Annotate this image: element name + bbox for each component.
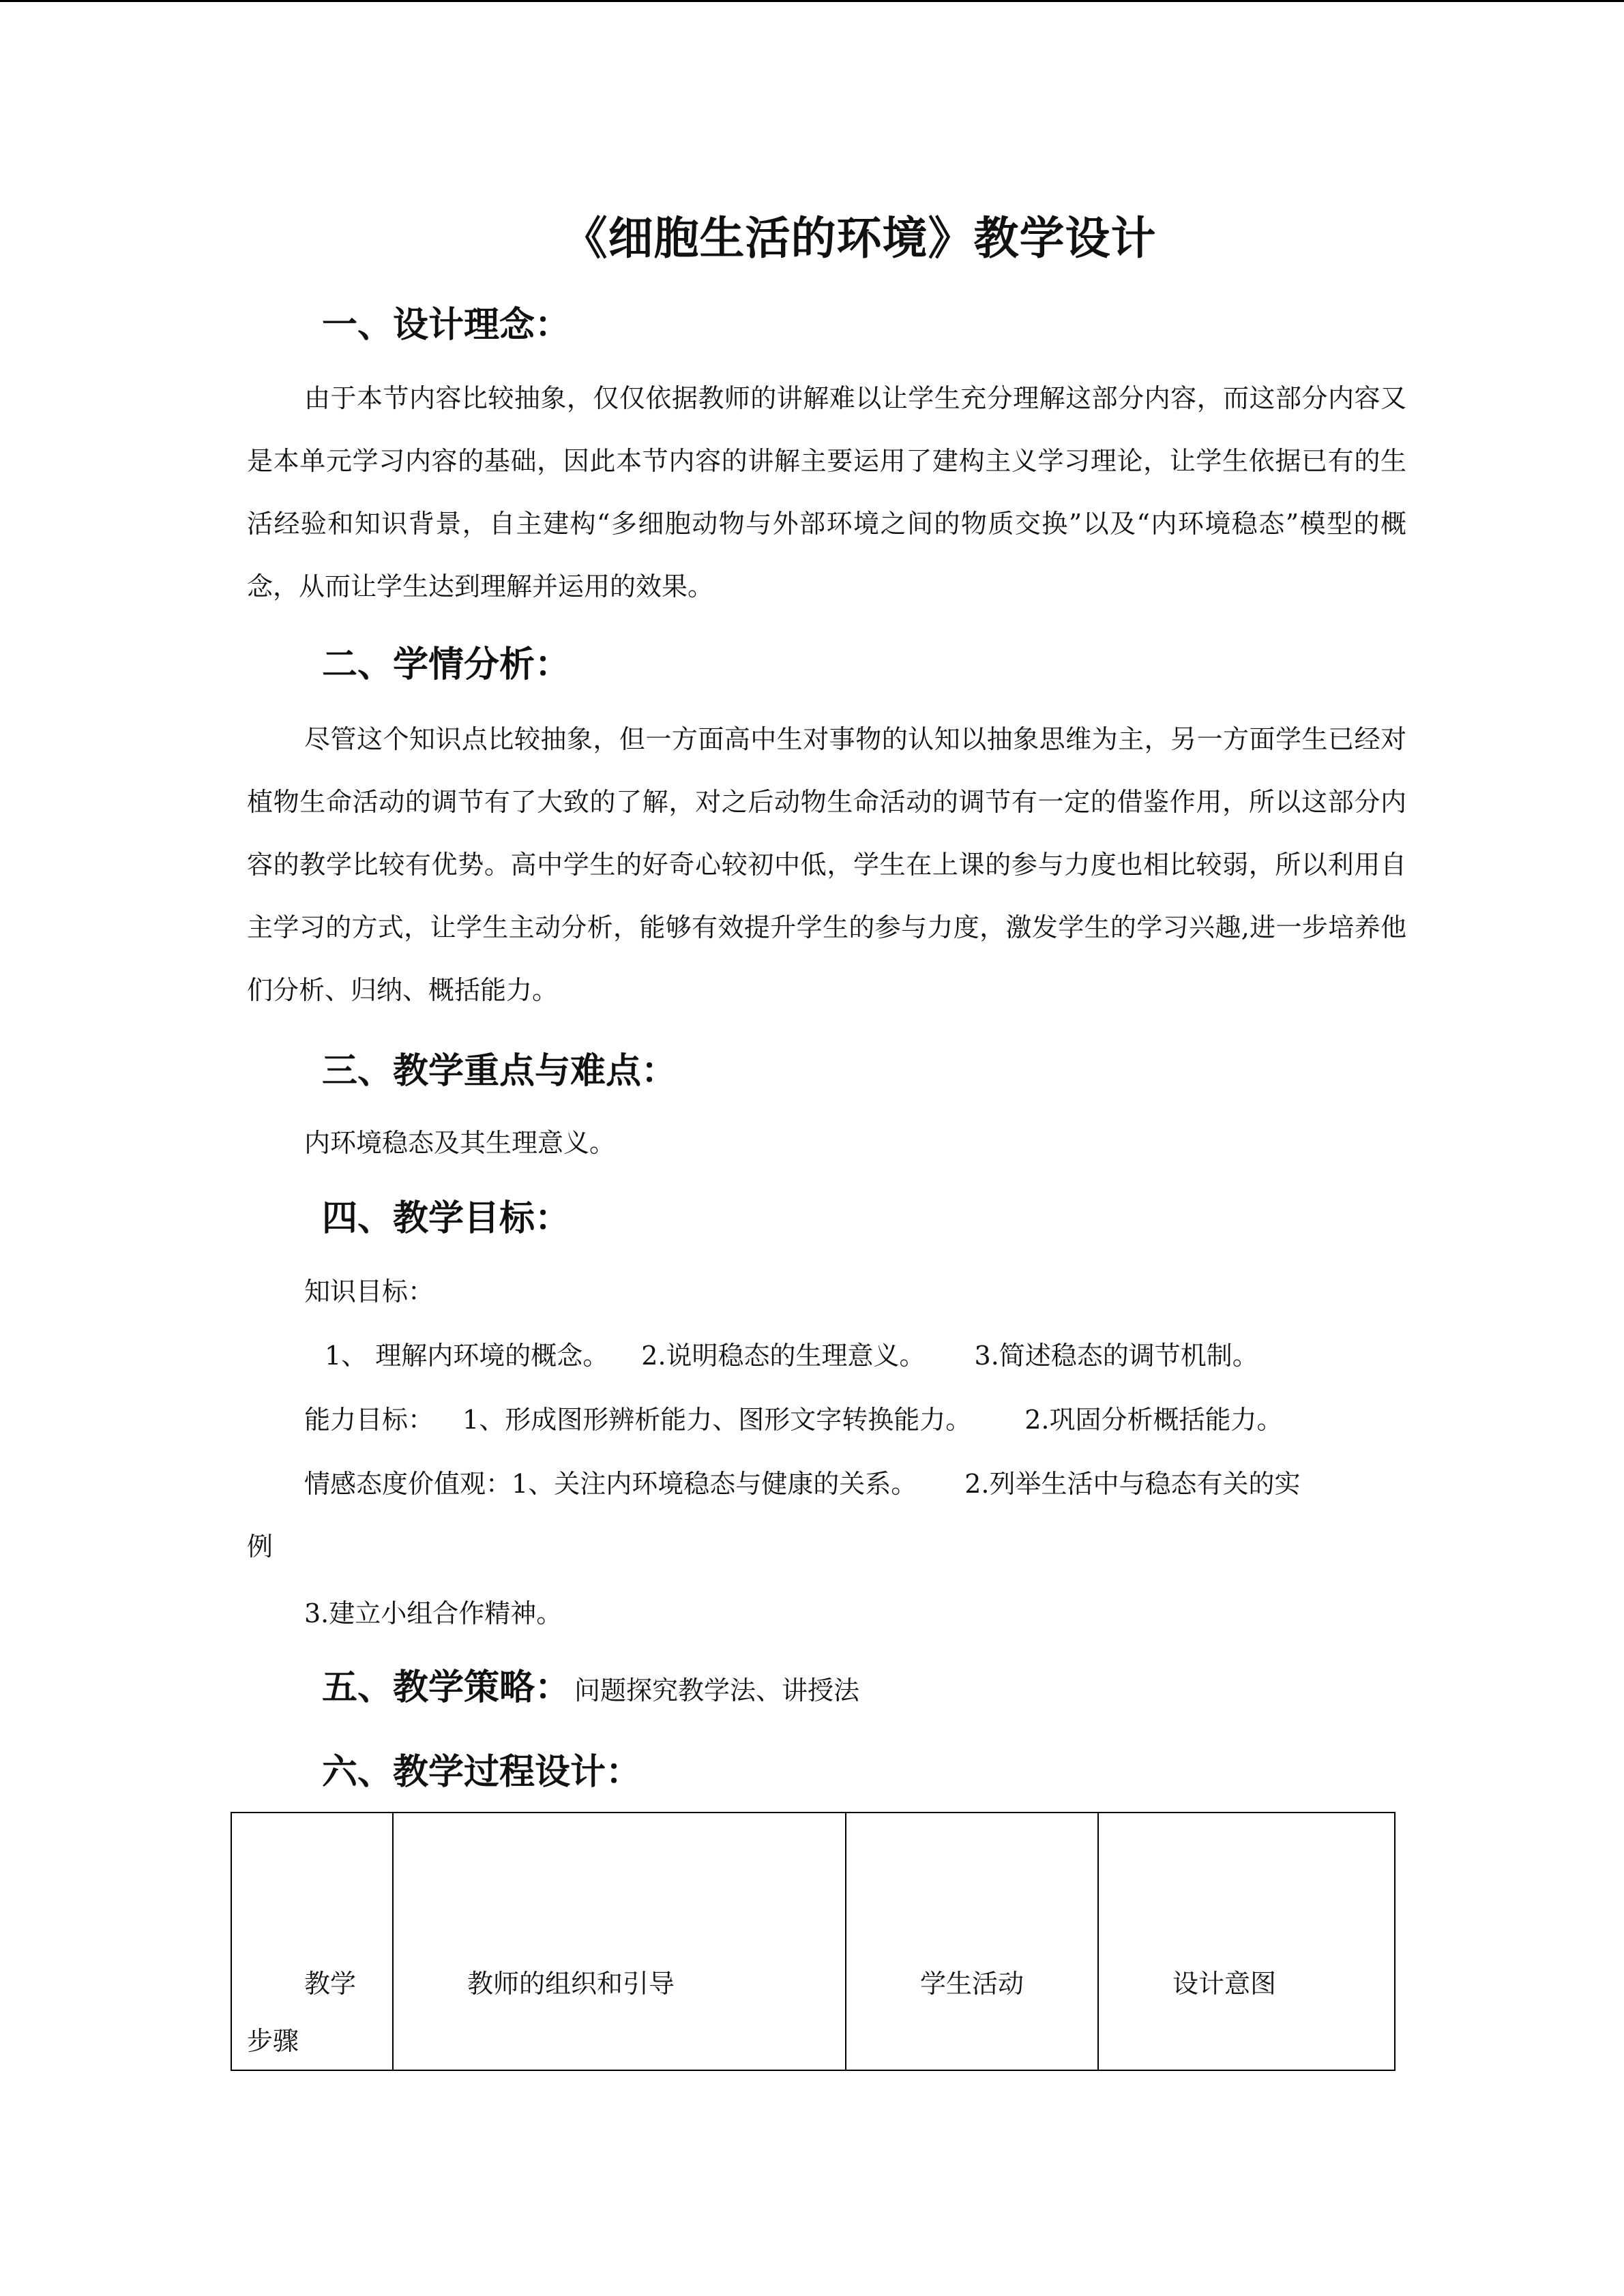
- section-heading-learner-analysis: 二、学情分析：: [322, 644, 571, 685]
- section-body-learner-analysis: 尽管这个知识点比较抽象，但一方面高中生对事物的认知以抽象思维为主，另一方面学生已经对植物生命活动的调节有了大致的了解，对之后动物生命活动的调节有一定的借鉴作用，所以这部分内容的教学比较有优势。高中学生的好奇心较初中低，学生在上课的参与力度也相比较弱，所以利用自主学习的方式，让学生主动分析，能够有效提升学生的参与力度，激发学生的学习兴趣,进一步培养他们分析、归纳、概括能力。: [247, 724, 1406, 1005]
- section-heading-teaching-strategy: [322, 1664, 859, 1714]
- document-title: 《细胞生活的环境》教学设计: [562, 212, 1157, 265]
- section-heading-key-points: 三、教学重点与难点：: [322, 1051, 677, 1092]
- ability-goals-line: [304, 1399, 1282, 1440]
- knowledge-goals-line: [325, 1335, 1258, 1376]
- knowledge-goal-1: 1、 理解内环境的概念。: [325, 1341, 609, 1371]
- section-heading-design-concept: 一、设计理念：: [322, 305, 571, 346]
- teaching-process-table: [231, 1812, 1396, 2071]
- table-header-cell-intent: [1098, 1813, 1395, 2070]
- emotion-goals-label: 情感态度价值观：: [304, 1469, 512, 1499]
- emotion-goals-line: [304, 1463, 1300, 1504]
- teaching-strategy-label: 五、教学策略：: [322, 1667, 571, 1708]
- table-header-cell-student: [846, 1813, 1098, 2070]
- table-header-student-text: 学生活动: [920, 1969, 1024, 1999]
- emotion-goal-2-continued: 例: [247, 1532, 274, 1562]
- table-header-teacher-text: 教师的组织和引导: [467, 1969, 675, 1999]
- section-heading-process-design: 六、教学过程设计：: [322, 1752, 642, 1793]
- table-header-intent-text: 设计意图: [1172, 1969, 1277, 1999]
- ability-goal-2: 2.巩固分析概括能力。: [1024, 1405, 1283, 1435]
- section-body-key-points: 内环境稳态及其生理意义。: [304, 1128, 616, 1158]
- knowledge-goal-3: 3.简述稳态的调节机制。: [974, 1341, 1258, 1371]
- emotion-goal-3: 3.建立小组合作精神。: [304, 1598, 563, 1628]
- knowledge-goal-2: 2.说明稳态的生理意义。: [641, 1341, 926, 1371]
- emotion-goal-2: 2.列举生活中与稳态有关的实: [964, 1469, 1301, 1499]
- table-header-row: [231, 1813, 1395, 2070]
- ability-goals-label: 能力目标：: [304, 1405, 434, 1435]
- section-heading-teaching-goals: 四、教学目标：: [322, 1198, 571, 1239]
- ability-goal-1: 1、形成图形辨析能力、图形文字转换能力。: [462, 1405, 972, 1435]
- top-border-line: [0, 0, 1624, 2]
- teaching-strategy-value: 问题探究教学法、讲授法: [574, 1675, 860, 1705]
- table-header-step-text: 教学步骤: [247, 1969, 357, 2056]
- table-header-cell-step: [231, 1813, 393, 2070]
- knowledge-goals-label: 知识目标：: [304, 1277, 434, 1307]
- emotion-goal-1: 1、关注内环境稳态与健康的关系。: [512, 1469, 917, 1499]
- table-header-cell-teacher: [393, 1813, 846, 2070]
- section-body-design-concept: 由于本节内容比较抽象，仅仅依据教师的讲解难以让学生充分理解这部分内容，而这部分内容又是本单元学习内容的基础，因此本节内容的讲解主要运用了建构主义学习理论，让学生依据已有的生活经验和知识背景，自主建构“多细胞动物与外部环境之间的物质交换”以及“内环境稳态”模型的概念，从而让学生达到理解并运用的效果。: [247, 383, 1406, 601]
